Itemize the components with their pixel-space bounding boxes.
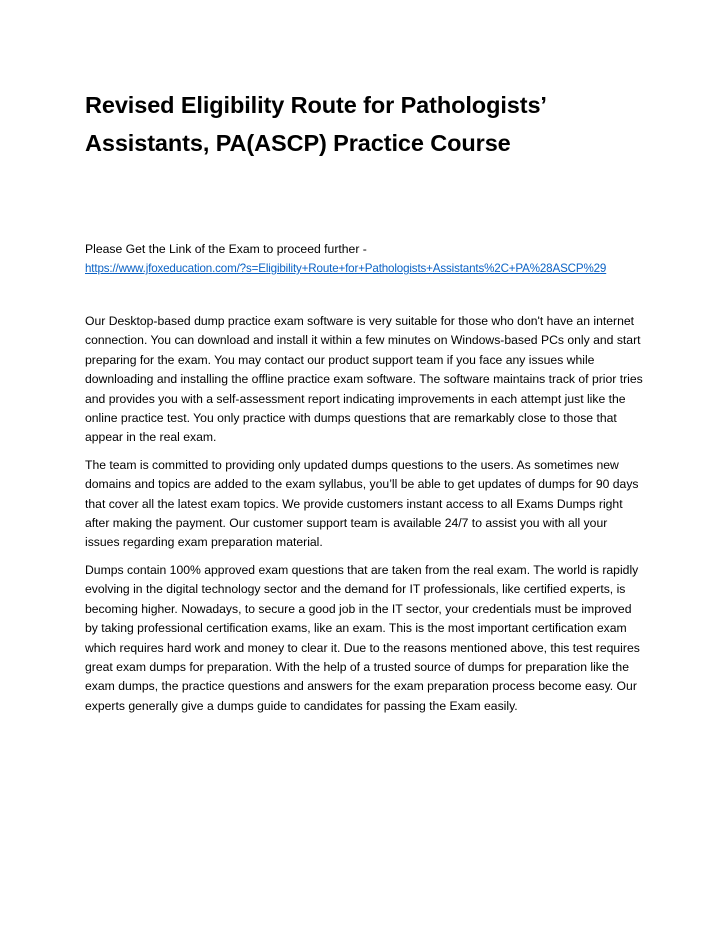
- exam-link[interactable]: https://www.jfoxeducation.com/?s=Eligibility+Route+for+Pathologists+Assistants%2C+PA%28ASCP%29: [85, 262, 607, 275]
- paragraph-approved-questions: Dumps contain 100% approved exam questions that are taken from the real exam. The world is rapidly evolving in the digital technology sector and the demand for IT professionals, like certified experts, is becoming higher. Nowadays, to secure a good job in the IT sector, your credentials must be improved by taking professional certification exams, like an exam. This is the most important certification exam which requires hard work and money to clear it. Due to the reasons mentioned above, this test requires great exam dumps for preparation. With the help of a trusted source of dumps for preparation like the exam dumps, the practice questions and answers for the exam preparation process become easy. Our experts generally give a dumps guide to candidates for passing the Exam easily.: [85, 562, 640, 713]
- document-title: Revised Eligibility Route for Pathologists’ Assistants, PA(ASCP) Practice Course: [85, 92, 546, 156]
- intro-block: [85, 240, 685, 278]
- body-text: [85, 312, 645, 724]
- paragraph-updated-dumps: The team is committed to providing only updated dumps questions to the users. As sometimes new domains and topics are added to the exam syllabus, you’ll be able to get updates of dumps for 90 days that cover all the latest exam topics. We provide customers instant access to all Exams Dumps right after making the payment. Our customer support team is available 24/7 to assist you with all your issues regarding exam preparation material.: [85, 457, 639, 550]
- paragraph-desktop-software: Our Desktop-based dump practice exam software is very suitable for those who don't have an internet connection. You can download and install it within a few minutes on Windows-based PCs only and start preparing for the exam. You may contact our product support team if you face any issues while downloading and installing the offline practice exam software. The software maintains track of prior tries and provides you with a self-assessment report indicating improvements in each attempt just like the online practice test. You only practice with dumps questions that are remarkably close to those that appear in the real exam.: [85, 314, 643, 445]
- intro-text: Please Get the Link of the Exam to proceed further -: [85, 242, 367, 256]
